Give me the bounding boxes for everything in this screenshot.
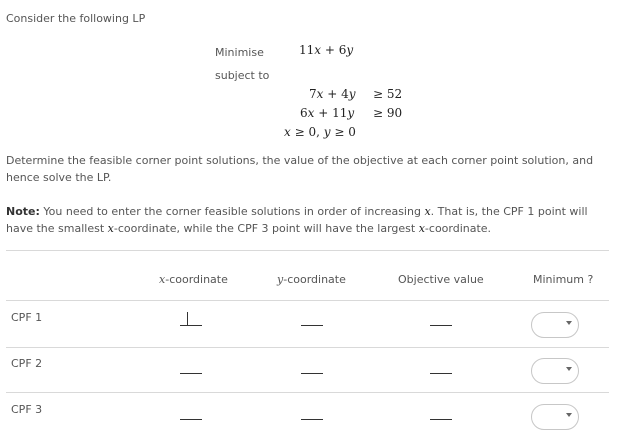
note-text-2a: have the smallest: [6, 222, 108, 235]
obj-plus: +: [324, 43, 335, 57]
cpf-1-minimum-select[interactable]: [531, 312, 579, 338]
header-divider: [6, 300, 609, 301]
obj-coef-2: 6: [338, 43, 347, 57]
row-label-cpf-2: CPF 2: [11, 357, 43, 370]
c1-relation: ≥: [373, 87, 384, 101]
constraint-2-lhs: [300, 106, 354, 120]
cpf-2-x-input[interactable]: [180, 357, 202, 374]
c2-relation: ≥: [373, 106, 384, 120]
note-var-x-3: x: [418, 222, 425, 235]
c2-var-x: x: [307, 106, 315, 120]
table-top-divider: [6, 250, 609, 251]
cpf-1-y-input[interactable]: [301, 309, 323, 326]
cpf-3-minimum-select[interactable]: [531, 404, 579, 430]
obj-var-x: x: [314, 43, 322, 57]
minimise-label: Minimise: [215, 46, 264, 59]
c2-var-y: y: [347, 106, 355, 120]
note-line-2: [6, 220, 491, 237]
note-text-1a: You need to enter the corner feasible solutions in order of increasing: [39, 205, 425, 218]
header-y-suffix: -coordinate: [283, 273, 346, 286]
c2-coef-x: 6: [300, 106, 308, 120]
subject-to-label: subject to: [215, 69, 270, 82]
constraint-2-rhs: [373, 106, 402, 120]
note-line-1: [6, 203, 588, 220]
c1-var-y: y: [348, 87, 356, 101]
row-divider-1: [6, 347, 609, 348]
instruction-line-1: Determine the feasible corner point solutions, the value of the objective at each corner point solution, and: [6, 154, 594, 167]
c2-plus: +: [318, 106, 329, 120]
cpf-3-x-input[interactable]: [180, 403, 202, 420]
row-label-cpf-3: CPF 3: [11, 403, 43, 416]
row-divider-2: [6, 392, 609, 393]
nonneg-var-x: x: [284, 125, 291, 139]
constraint-1-lhs: [309, 87, 356, 101]
header-minimum: Minimum ?: [533, 273, 594, 286]
nonneg-var-y: y: [323, 125, 331, 139]
c1-coef-y: 4: [341, 87, 349, 101]
cpf-1-objective-input[interactable]: [430, 309, 452, 326]
c2-rhs: 90: [386, 106, 403, 120]
cpf-3-y-input[interactable]: [301, 403, 323, 420]
cpf-2-y-input[interactable]: [301, 357, 323, 374]
c1-coef-x: 7: [309, 87, 317, 101]
header-y-var: y: [277, 273, 284, 286]
chevron-down-icon: [566, 367, 572, 371]
header-x-var: x: [159, 273, 166, 286]
cpf-1-x-input[interactable]: [180, 309, 202, 326]
cpf-2-minimum-select[interactable]: [531, 358, 579, 384]
chevron-down-icon: [566, 321, 572, 325]
cpf-2-objective-input[interactable]: [430, 357, 452, 374]
header-y-coordinate: [277, 273, 346, 286]
note-label: Note:: [6, 205, 40, 218]
note-text-2b: -coordinate, while the CPF 3 point will have the largest: [113, 222, 419, 235]
constraint-1-rhs: [373, 87, 402, 101]
row-label-cpf-1: CPF 1: [11, 311, 43, 324]
c1-rhs: 52: [386, 87, 403, 101]
nonneg-y-bound: ≥ 0: [330, 125, 356, 139]
header-x-suffix: -coordinate: [165, 273, 228, 286]
c1-var-x: x: [316, 87, 324, 101]
chevron-down-icon: [566, 413, 572, 417]
intro-text: Consider the following LP: [6, 12, 146, 25]
nonnegativity-constraint: [284, 125, 356, 139]
note-text-1b: . That is, the CPF 1 point will: [430, 205, 588, 218]
instruction-line-2: hence solve the LP.: [6, 171, 112, 184]
note-var-x-2: x: [107, 222, 114, 235]
obj-var-y: y: [346, 43, 354, 57]
nonneg-x-bound: ≥ 0,: [290, 125, 324, 139]
obj-coef-1: 11: [299, 43, 315, 57]
objective-expression: [299, 43, 353, 57]
note-text-2c: -coordinate.: [424, 222, 492, 235]
header-objective-value: Objective value: [398, 273, 484, 286]
header-x-coordinate: [159, 273, 228, 286]
c2-coef-y: 11: [332, 106, 348, 120]
note-var-x-1: x: [424, 205, 431, 218]
c1-plus: +: [327, 87, 338, 101]
cpf-3-objective-input[interactable]: [430, 403, 452, 420]
